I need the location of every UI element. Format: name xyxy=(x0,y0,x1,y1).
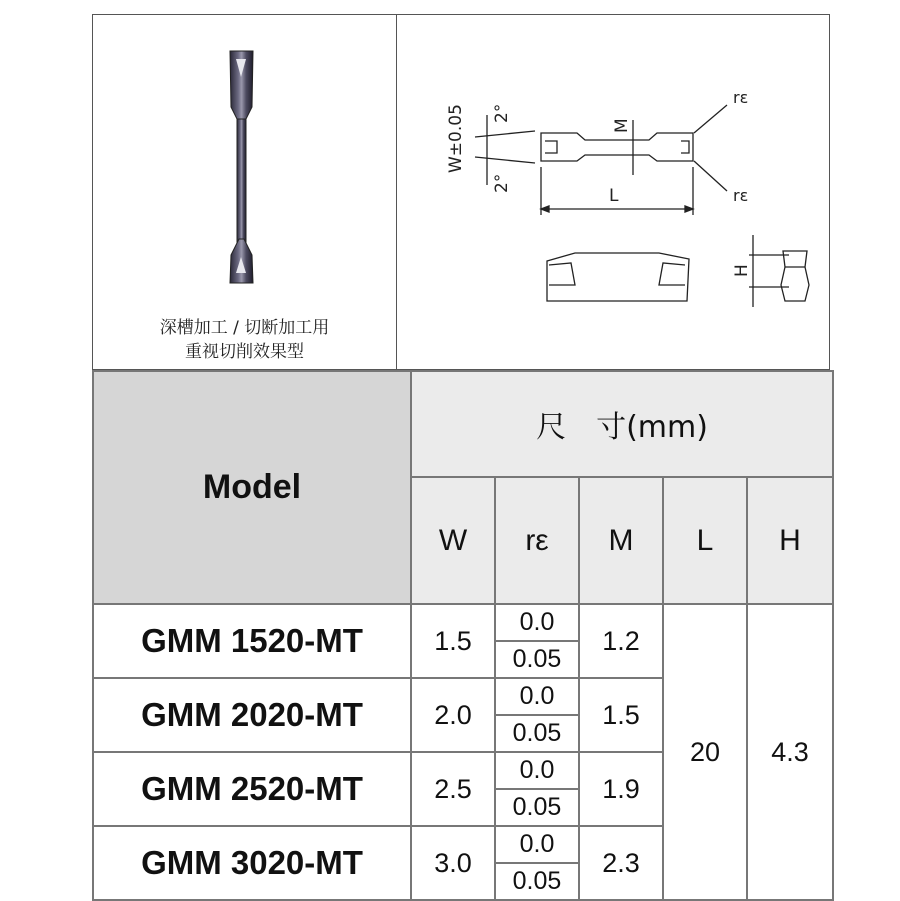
re-value-a: 0.0 xyxy=(496,827,578,864)
l-label: L xyxy=(609,186,619,206)
re-top-label: rε xyxy=(733,88,749,107)
caption-line-2: 重视切削效果型 xyxy=(185,342,304,362)
re-value xyxy=(495,752,579,826)
m-value: 1.5 xyxy=(579,678,663,752)
re-value-b: 0.05 xyxy=(512,793,562,821)
model-header: Model xyxy=(93,371,411,604)
technical-drawing xyxy=(397,15,829,369)
m-value: 1.9 xyxy=(579,752,663,826)
re-value xyxy=(495,604,579,678)
m-label: M xyxy=(612,118,632,133)
angle-bottom-label: 2° xyxy=(492,173,512,193)
l-value: 20 xyxy=(663,604,747,900)
re-value xyxy=(495,678,579,752)
model-name: GMM 2020-MT xyxy=(93,678,411,752)
caption-line-1: 深槽加工 / 切断加工用 xyxy=(159,318,330,338)
table-row xyxy=(93,604,833,678)
m-value: 2.3 xyxy=(579,826,663,900)
re-value xyxy=(495,826,579,900)
col-header-h: H xyxy=(747,477,833,604)
m-value: 1.2 xyxy=(579,604,663,678)
h-value: 4.3 xyxy=(747,604,833,900)
w-tolerance-label: W±0.05 xyxy=(446,104,466,173)
dimension-header: 尺 寸(mm) xyxy=(411,371,833,477)
model-name: GMM 2520-MT xyxy=(93,752,411,826)
col-header-l: L xyxy=(663,477,747,604)
spec-table xyxy=(92,370,834,901)
h-label: H xyxy=(732,264,752,277)
angle-top-label: 2° xyxy=(492,103,512,123)
w-value: 3.0 xyxy=(411,826,495,900)
model-name: GMM 3020-MT xyxy=(93,826,411,900)
w-value: 1.5 xyxy=(411,604,495,678)
technical-drawing-panel xyxy=(396,14,830,370)
re-value-b: 0.05 xyxy=(512,867,562,895)
col-header-w: W xyxy=(411,477,495,604)
w-value: 2.5 xyxy=(411,752,495,826)
re-value-a: 0.0 xyxy=(496,605,578,642)
model-name: GMM 1520-MT xyxy=(93,604,411,678)
product-photo-panel xyxy=(92,14,397,370)
w-value: 2.0 xyxy=(411,678,495,752)
col-header-m: M xyxy=(579,477,663,604)
re-value-a: 0.0 xyxy=(496,679,578,716)
insert-top-view xyxy=(541,133,693,161)
insert-photo xyxy=(93,15,396,315)
re-value-a: 0.0 xyxy=(496,753,578,790)
insert-side-view xyxy=(547,253,689,301)
insert-end-view xyxy=(781,251,809,301)
col-header-re: rε xyxy=(495,477,579,604)
re-value-b: 0.05 xyxy=(512,719,562,747)
re-bottom-label: rε xyxy=(733,186,749,205)
re-value-b: 0.05 xyxy=(512,645,562,673)
